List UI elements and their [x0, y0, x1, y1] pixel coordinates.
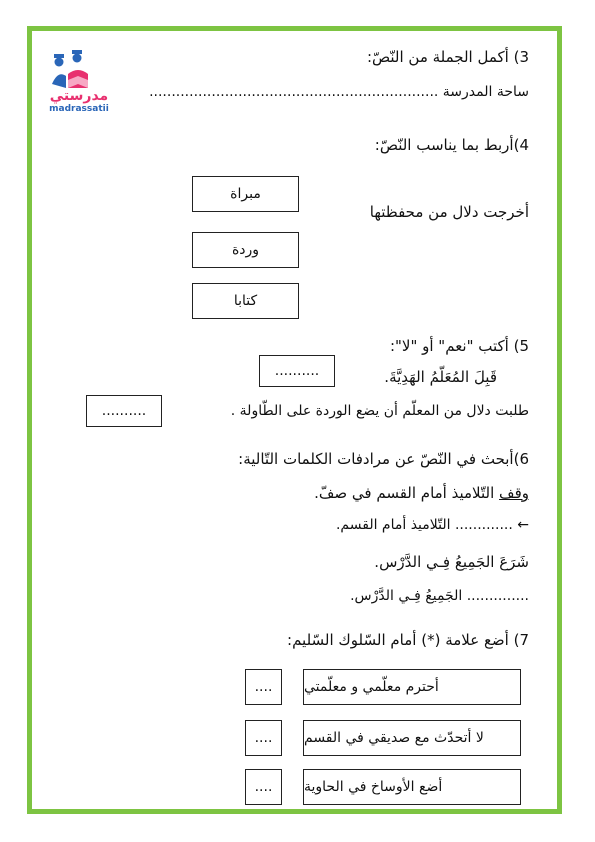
- q6-line-1: [314, 484, 529, 502]
- q4-option-2[interactable]: وردة: [192, 232, 299, 268]
- q7-item-3-mark[interactable]: ....: [245, 769, 282, 805]
- q6-line-4: .............. الجَمِيعُ فِـي الدَّرْس.: [350, 588, 529, 604]
- q7-item-1-text: أحترم معلّمي و معلّمتي: [303, 669, 521, 705]
- q7-item-2-text: لا أتحدّث مع صديقي في القسم: [303, 720, 521, 756]
- q4-heading: 4)أربط بما يناسب النّصّ:: [374, 136, 529, 154]
- q3-heading: 3) أكمل الجملة من النّصّ:: [366, 48, 529, 66]
- q6-heading: 6)أبحث في النّصّ عن مرادفات الكلمات التّالية:: [238, 450, 529, 468]
- q5-item-2-text: طلبت دلال من المعلّم أن يضع الوردة على الطّاولة .: [230, 403, 529, 419]
- q6-line-1-rest: التّلاميذ أمام القسم في صفّ.: [314, 484, 500, 502]
- q6-underlined-word: وقف: [499, 484, 529, 502]
- q7-heading: 7) أضع علامة (*) أمام السّلوك السّليم:: [287, 631, 529, 649]
- q5-item-2-answer[interactable]: ..........: [86, 395, 162, 427]
- logo-arabic-text: مدرستي: [49, 88, 109, 104]
- q5-heading: 5) أكتب "نعم" أو "لا":: [389, 337, 529, 355]
- q7-item-1-mark[interactable]: ....: [245, 669, 282, 705]
- q7-item-2-mark[interactable]: ....: [245, 720, 282, 756]
- q4-sentence: أخرجت دلال من محفظتها: [369, 203, 529, 221]
- q5-item-1-text: قَبِلَ المُعَلّمُ الهَدِيَّةَ.: [384, 368, 497, 386]
- q3-line: ساحة المدرسة .................................................................: [149, 84, 529, 100]
- logo-latin-text: madrassatii: [49, 104, 109, 114]
- q4-option-3[interactable]: كتابا: [192, 283, 299, 319]
- q7-item-3-text: أضع الأوساخ في الحاوية: [303, 769, 521, 805]
- q5-item-1-answer[interactable]: ..........: [259, 355, 335, 387]
- q6-line-2: ← ............. التّلاميذ أمام القسم.: [335, 517, 529, 533]
- q6-line-3: شَرَعَ الجَمِيعُ فِـي الدَّرْس.: [374, 553, 529, 571]
- q4-option-1[interactable]: مبراة: [192, 176, 299, 212]
